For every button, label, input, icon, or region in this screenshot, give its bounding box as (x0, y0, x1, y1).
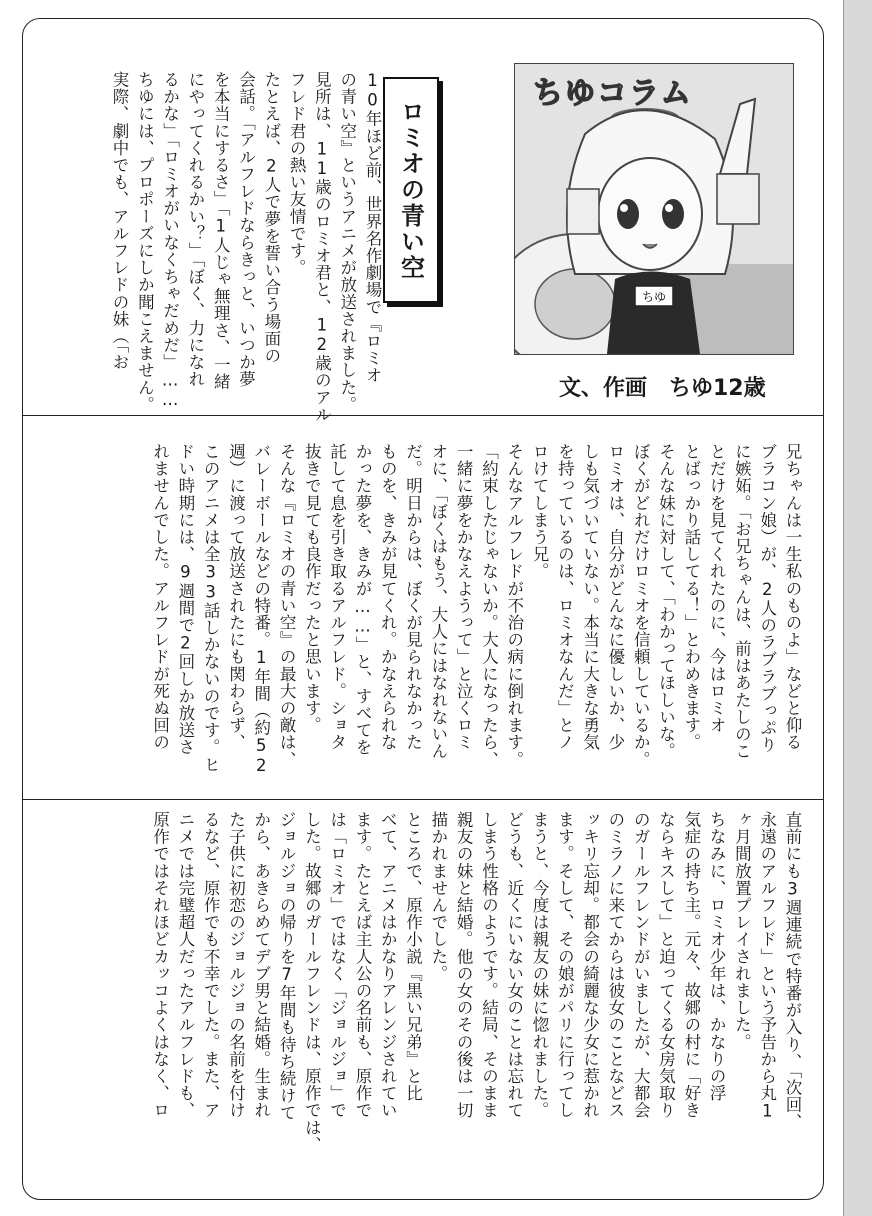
text-line: ものを、きみが見てくれ。かなえられな (378, 443, 398, 751)
text-line: を本当にするさ」「1人じゃ無理さ、一緒 (211, 71, 231, 391)
text-line: バレーボールなどの特番。1年間（約52 (251, 443, 271, 776)
text-line: るかな」「ロミオがいなくちゃだめだ」…… (160, 71, 180, 410)
text-line: 気症の持ち主。元々、故郷の村に「好き (681, 811, 701, 1119)
text-line: とばっかり話してる！」とわめきます。 (681, 443, 701, 751)
text-line: ニメでは完璧超人だったアルフレドも、 (175, 811, 195, 1119)
text-line: 10年ほど前、世界名作劇場で『ロミオ (363, 71, 382, 384)
text-line: このアニメは全33話しかないのです。ヒ (201, 443, 221, 773)
text-line: ところで、原作小説『黒い兄弟』と比 (403, 811, 423, 1102)
text-line: のガールフレンドがいましたが、大都会 (631, 811, 651, 1119)
text-line: ロミオは、自分がどんなに優しいか、少 (605, 443, 625, 751)
text-line: た子供に初恋のジョルジョの名前を付け (226, 811, 246, 1119)
page-binding-edge (843, 0, 872, 1216)
text-line: にやってくれるかい？」「ぼく、力になれ (185, 71, 205, 388)
column-heading: ちゆコラム (533, 76, 693, 111)
column-page (22, 18, 824, 1200)
text-line: そんな『ロミオの青い空』の最大の敵は、 (277, 443, 297, 768)
text-line: ドい時期には、9週間で2回しか放送さ (175, 443, 195, 756)
text-line: フレド君の熱い友情です。 (287, 71, 307, 277)
text-line: 抜きで見ても良作だったと思います。 (302, 443, 322, 734)
text-line: ます。そして、その娘がパリに行ってし (555, 811, 575, 1119)
text-line: 直前にも3週連続で特番が入り、「次回、 (783, 811, 802, 1131)
text-line: まうと、今度は親友の妹に惚れました。 (530, 811, 550, 1119)
text-line: 実際、劇中でも、アルフレドの妹（「お (110, 71, 130, 371)
text-line: のミラノに来てからは彼女のことなどス (605, 811, 625, 1119)
text-line: 「約束したじゃないか。大人になったら、 (479, 443, 499, 768)
text-line: そんな妹に対して、「わかってほしいな。 (656, 443, 676, 760)
text-line: ならキスして」と迫ってくる女房気取り (656, 811, 676, 1119)
text-line: そんなアルフレドが不治の病に倒れます。 (504, 443, 524, 768)
text-line: した。故郷のガールフレンドは、原作では、 (302, 811, 322, 1153)
text-line: に嫉妬。「お兄ちゃんは、前はあたしのこ (732, 443, 752, 760)
text-line: 週）に渡って放送されたにも関わらず、 (226, 443, 246, 751)
text-line: ジョルジョの帰りを7年間も待ち続けて (277, 811, 297, 1122)
column-illustration (514, 63, 794, 355)
text-line: ぼくがどれだけロミオを信頼しているか。 (631, 443, 651, 768)
article-title: ロミオの青い空 (396, 99, 425, 281)
text-line: 兄ちゃんは一生私のものよ」などと仰る (783, 443, 802, 751)
text-line: しも気づいていない。本当に大きな勇気 (580, 443, 600, 751)
divider-top (23, 415, 823, 416)
text-line: 託して息を引き取るアルフレド。ショタ (327, 443, 347, 751)
text-line: ブラコン娘）が、2人のラブラブっぷり (757, 443, 777, 754)
text-line: たとえば、2人で夢を誓い合う場面の (261, 71, 281, 365)
text-line: とだけを見てくれたのに、今はロミオ (707, 443, 727, 734)
text-line: 会話。「アルフレドならきっと、いつか夢 (236, 71, 256, 388)
text-line: ッキリ忘却。都会の綺麗な少女に惹かれ (580, 811, 600, 1119)
text-line: るなど、原作でも不幸でした。また、ア (201, 811, 221, 1119)
text-line: ちゆには、プロポーズにしか聞こえません。 (135, 71, 155, 413)
text-line: れませんでした。アルフレドが死ぬ回の (150, 443, 170, 751)
text-line: は「ロミオ」ではなく「ジョルジョ」で (327, 811, 347, 1119)
text-line: ヶ月間放置プレイされました。 (732, 811, 752, 1051)
text-line: ちなみに、ロミオ少年は、かなりの浮 (707, 811, 727, 1102)
article-title-box (383, 77, 439, 303)
text-line: を持っているのは、ロミオなんだ」とノ (555, 443, 575, 751)
text-line: 永遠のアルフレド」という予告から丸1 (757, 811, 777, 1122)
divider-bottom (23, 799, 823, 800)
text-line: しまう性格のようです。結局、そのまま (479, 811, 499, 1119)
column-text-top (107, 71, 385, 423)
text-line: 原作ではそれほどカッコよくはなく、ロ (150, 811, 170, 1119)
text-line: だ。明日からは、ぼくが見られなかった (403, 443, 423, 751)
text-line: オに、「ぼくはもう、大人にはなれないん (428, 443, 448, 760)
text-line: 見所は、11歳のロミオ君と、12歳のアル (312, 71, 332, 423)
column-text-bottom (147, 811, 805, 1191)
text-line: の青い空』というアニメが放送されました。 (337, 71, 357, 413)
text-line: 一緒に夢をかなえようって」と泣くロミ (454, 443, 474, 751)
text-line: べて、アニメはかなりアレンジされてい (378, 811, 398, 1119)
text-line: ます。たとえば主人公の名前も、原作で (352, 811, 372, 1119)
column-text-middle (147, 443, 805, 799)
text-line: 親友の妹と結婚。他の女のその後は一切 (454, 811, 474, 1119)
text-line: どうも、近くにいない女のことは忘れて (504, 811, 524, 1119)
text-line: 描かれませんでした。 (428, 811, 448, 982)
text-line: ロけてしまう兄。 (530, 443, 550, 580)
name-badge: ちゆ (641, 290, 667, 304)
text-line: かった夢を、きみが……」と、すべてを (352, 443, 372, 756)
text-line: から、あきらめてデブ男と結婚。生まれ (251, 811, 271, 1119)
author-credit: 文、作画 ちゆ12歳 (559, 376, 766, 401)
